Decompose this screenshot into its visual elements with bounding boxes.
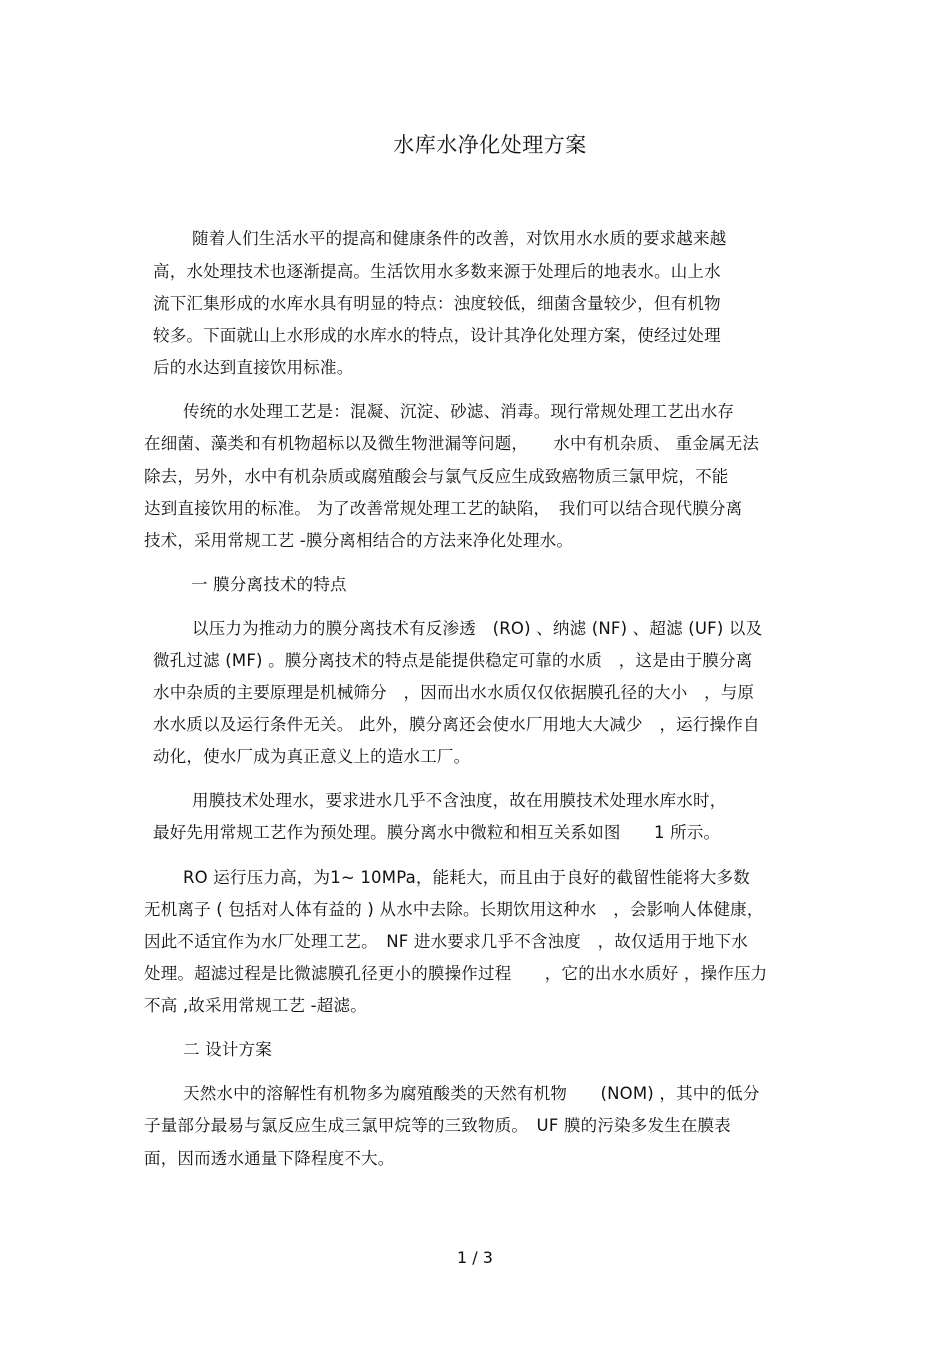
body-line: 子量部分最易与氯反应生成三氯甲烷等的三致物质。 UF 膜的污染多发生在膜表: [144, 1116, 731, 1135]
section-heading: 一 膜分离技术的特点: [191, 575, 347, 594]
document-title: 水库水净化处理方案: [393, 133, 587, 157]
body-line: 较多。下面就山上水形成的水库水的特点，设计其净化处理方案，使经过处理: [153, 326, 721, 345]
body-line: 在细菌、藻类和有机物超标以及微生物泄漏等问题， 水中有机杂质、 重金属无法: [144, 434, 760, 453]
body-line: 水水质以及运行条件无关。 此外，膜分离还会使水厂用地大大减少 ，运行操作自: [153, 715, 760, 734]
body-line: 除去，另外，水中有机杂质或腐殖酸会与氯气反应生成致癌物质三氯甲烷，不能: [144, 467, 729, 486]
body-line: 流下汇集形成的水库水具有明显的特点：浊度较低，细菌含量较少，但有机物: [153, 294, 721, 313]
body-line: 传统的水处理工艺是：混凝、沉淀、砂滤、消毒。现行常规处理工艺出水存: [183, 402, 735, 421]
page-number: 1 / 3: [457, 1248, 493, 1267]
body-line: 后的水达到直接饮用标准。: [153, 358, 354, 377]
body-line: 无机离子 ( 包括对人体有益的 ) 从水中去除。长期饮用这种水 ，会影响人体健康，: [144, 900, 764, 919]
body-line: 不高 ,故采用常规工艺 -超滤。: [144, 996, 367, 1015]
body-line: 用膜技术处理水，要求进水几乎不含浊度，故在用膜技术处理水库水时，: [192, 791, 727, 810]
body-line: 面，因而透水通量下降程度不大。: [144, 1149, 395, 1168]
body-line: 天然水中的溶解性有机物多为腐殖酸类的天然有机物 (NOM) ，其中的低分: [183, 1084, 760, 1103]
body-line: 达到直接饮用的标准。 为了改善常规处理工艺的缺陷， 我们可以结合现代膜分离: [144, 499, 743, 518]
body-line: 高，水处理技术也逐渐提高。生活饮用水多数来源于处理后的地表水。山上水: [153, 262, 721, 281]
body-line: 随着人们生活水平的提高和健康条件的改善，对饮用水水质的要求越来越: [192, 229, 727, 248]
body-line: 处理。超滤过程是比微滤膜孔径更小的膜操作过程 ，它的出水水质好 ，操作压力: [144, 964, 768, 983]
body-line: 微孔过滤 (MF) 。膜分离技术的特点是能提供稳定可靠的水质 ，这是由于膜分离: [153, 651, 753, 670]
body-line: 以压力为推动力的膜分离技术有反渗透 (RO) 、纳滤 (NF) 、超滤 (UF) 以及: [192, 619, 763, 638]
body-line: RO 运行压力高，为1~ 10MPa，能耗大，而且由于良好的截留性能将大多数: [183, 868, 750, 887]
body-line: 技术，采用常规工艺 -膜分离相结合的方法来净化处理水。: [144, 531, 574, 550]
body-line: 水中杂质的主要原理是机械筛分 ，因而出水水质仅仅依据膜孔径的大小 ，与原: [153, 683, 755, 702]
body-line: 动化，使水厂成为真正意义上的造水工厂。: [153, 747, 471, 766]
body-line: 最好先用常规工艺作为预处理。膜分离水中微粒和相互关系如图 1 所示。: [153, 823, 721, 842]
section-heading: 二 设计方案: [183, 1040, 272, 1059]
body-line: 因此不适宜作为水厂处理工艺。 NF 进水要求几乎不含浊度 ，故仅适用于地下水: [144, 932, 748, 951]
